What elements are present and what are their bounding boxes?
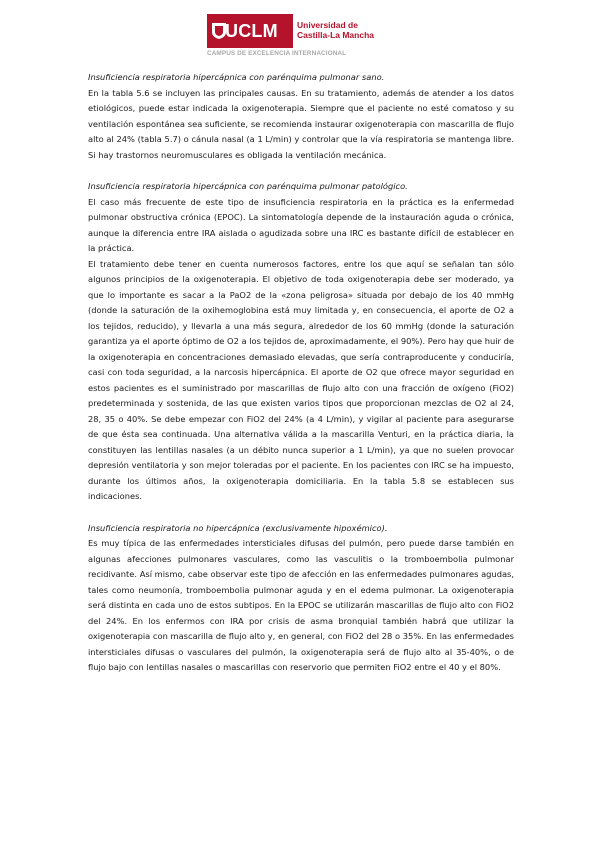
- logo-text: UCLM: [225, 21, 278, 41]
- section-paragraph: El caso más frecuente de este tipo de insuficiencia respiratoria en la práctica es la enfermedad pulmonar obstructiva crónica (EPOC). La sintomatología depende de la instauración aguda o crónica, aunque la diferencia entre IRA aislada o agudizada sobre una IRC es bastante difícil de establecer en la práctica.: [88, 196, 514, 253]
- university-name-line1: Universidad de: [297, 20, 358, 30]
- campus-tagline: CAMPUS DE EXCELENCIA INTERNACIONAL: [207, 50, 347, 57]
- document-body: [88, 70, 514, 676]
- logo-mark: [207, 14, 293, 48]
- section-spacer: [88, 505, 514, 521]
- section-paragraph: El tratamiento debe tener en cuenta numerosos factores, entre los que aquí se señalan tan sólo algunos principios de la oxigenoterapia. El objetivo de toda oxigenoterapia debe ser moderado, ya que lo importante es sacar a la PaO2 de la «zona peligrosa» situada por debajo de los 40 mmHg (donde la saturación de la oxihemoglobina está muy limitada y, en consecuencia, el aporte de O2 a los tejidos, reducido), y llevarla a una más segura, alrededor de los 60 mmHg (donde la saturación garantiza ya el aporte óptimo de O2 a los tejidos de, aproximadamente, el 90%). Pero hay que huir de la oxigenoterapia en concentraciones demasiado elevadas, que sería contraproducente y conduciría, casi con toda seguridad, a la narcosis hipercápnica. El aporte de O2 que ofrece mayor seguridad en estos pacientes es el suministrado por mascarillas de flujo alto con una fracción de oxígeno (FiO2) predeterminada y sostenida, de las que existen varios tipos que proporcionan mezclas de O2 al 24, 28, 35 o 40%. Se debe empezar con FiO2 del 24% (a 4 L/min), y vigilar al paciente para asegurarse de que ésta sea continuada. Una alternativa válida a la mascarilla Venturi, en la práctica diaria, la constituyen las lentillas nasales (a un débito nunca superior a 1 L/min), ya que no suelen provocar depresión ventilatoria y son mejor toleradas por el paciente. En los pacientes con IRC se ha impuesto, durante los últimos años, la oxigenoterapia domiciliaria. En la tabla 5.8 se establecen sus indicaciones.: [88, 258, 514, 501]
- section-spacer: [88, 163, 514, 179]
- section-title: Insuficiencia respiratoria no hipercápnica (exclusivamente hipoxémico).: [88, 522, 388, 533]
- section-title: Insuficiencia respiratoria hipercápnica con parénquima pulmonar patológico.: [88, 181, 408, 191]
- university-name-line2: Castilla-La Mancha: [297, 30, 374, 40]
- section-title: Insuficiencia respiratoria hipercápnica con parénquima pulmonar sano.: [88, 72, 385, 82]
- section-paragraph: En la tabla 5.6 se incluyen las principales causas. En su tratamiento, además de atender a los datos etiológicos, puede estar indicada la oxigenoterapia. Siempre que el paciente no esté comatoso y su ventilación espontánea sea suficiente, se recomienda instaurar oxigenoterapia con mascarilla de flujo alto al 24% (tabla 5.7) o cánula nasal (a 1 L/min) y controlar que la vía respiratoria se mantenga libre. Si hay trastornos neuromusculares es obligada la ventilación mecánica.: [88, 87, 514, 160]
- university-name: [297, 20, 387, 40]
- university-logo: [207, 14, 377, 57]
- section-paragraph: Es muy típica de las enfermedades intersticiales difusas del pulmón, pero puede darse también en algunas afecciones pulmonares vasculares, como las vasculitis o la tromboembolia pulmonar recidivante. Así mismo, cabe observar este tipo de afección en las enfermedades pulmonares agudas, tales como neumonía, tromboembolia pulmonar aguda y en el edema pulmonar. La oxigenoterapia será distinta en cada uno de estos subtipos. En la EPOC se utilizarán mascarillas de flujo alto con FiO2 del 24%. En los enfermos con IRA por crisis de asma bronquial también habrá que utilizar la oxigenoterapia con mascarilla de flujo alto y, en general, con FiO2 del 28 o 35%. En las enfermedades intersticiales difusas o vasculares del pulmón, la oxigenoterapia será de flujo alto al 35-40%, o de flujo bajo con lentillas nasales o mascarillas con reservorio que permiten FiO2 entre el 40 y el 80%.: [88, 538, 514, 672]
